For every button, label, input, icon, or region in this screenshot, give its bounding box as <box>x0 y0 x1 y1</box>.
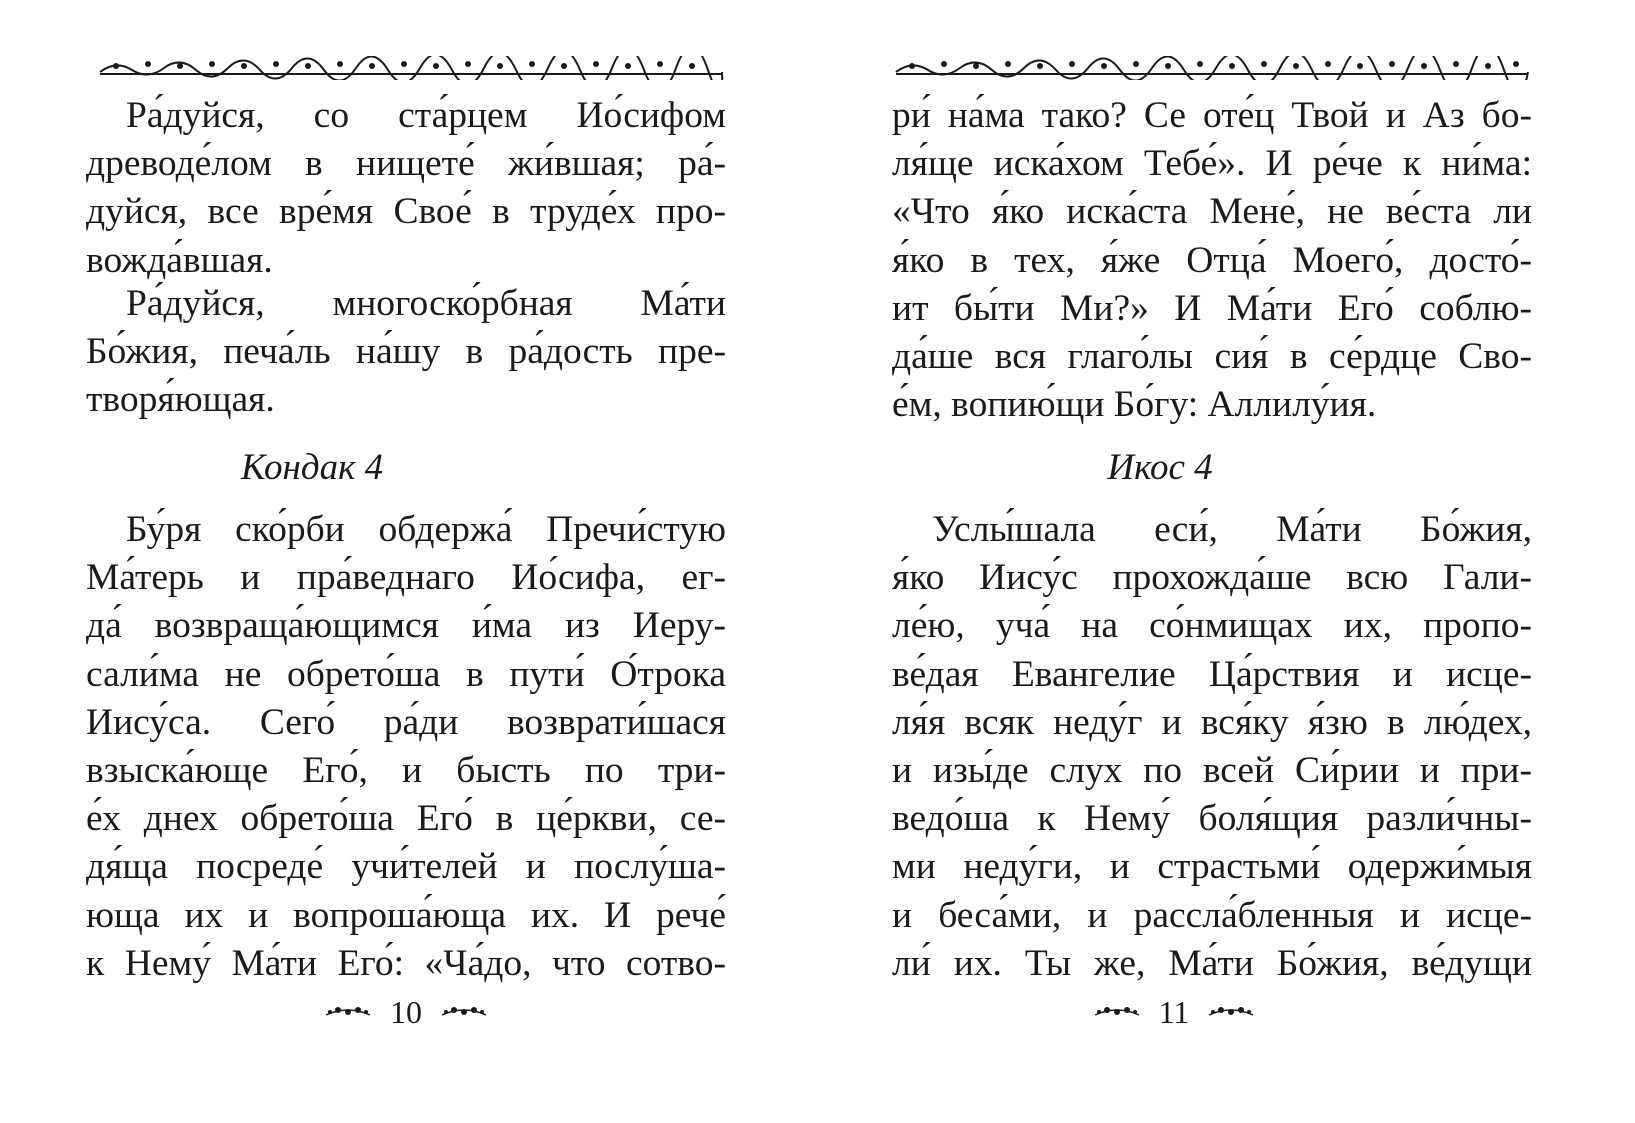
left-paragraph-2 <box>86 280 726 425</box>
text-line: Иису́са. Сего́ ра́ди возврати́шася <box>86 701 726 743</box>
text-line: ведо́ша к Нему́ боля́щия разли́чны- <box>892 798 1532 840</box>
text-line: вожда́вшая. <box>86 239 273 281</box>
text-line: е́х днех обрето́ша Его́ в це́ркви, се- <box>86 798 726 840</box>
text-line: Услы́шала еси́, Ма́ти Бо́жия, <box>932 509 1532 550</box>
text-line: ве́дая Евангелие Ца́рствия и исце- <box>892 653 1532 695</box>
text-line: сали́ма не обрето́ша в пути́ О́трока <box>86 653 726 695</box>
page-number-left <box>86 988 726 1028</box>
text-line: да́ше вся глаго́лы сия́ в се́рдце Сво- <box>892 336 1532 378</box>
left-page <box>86 0 786 1123</box>
text-line: дуйся, все вре́мя Свое́ в труде́х про- <box>86 191 726 233</box>
text-line: Ра́дуйся, со ста́рцем Ио́сифом <box>126 95 726 136</box>
text-line: ми неду́ги, и страстьми́ одержи́мыя <box>892 846 1532 888</box>
folio-flourish-icon <box>1093 1003 1141 1021</box>
folio-flourish-icon <box>324 1003 372 1021</box>
text-line: «Что я́ко иска́ста Мене́, не ве́ста ли <box>892 191 1532 233</box>
folio-flourish-icon <box>1207 1003 1255 1021</box>
text-line: и изы́де слух по всей Си́рии и при- <box>892 750 1532 792</box>
text-line: Бу́ря ско́рби обдержа́ Пречи́стую <box>126 509 726 550</box>
left-paragraph-3 <box>86 506 726 988</box>
text-line: ли́ их. Ты же, Ма́ти Бо́жия, ве́дущи <box>892 942 1532 984</box>
section-heading-ikos: Икос 4 <box>1107 447 1213 488</box>
right-page <box>892 0 1592 1123</box>
text-line: к Нему́ Ма́ти Его́: «Ча́до, что сотво- <box>86 942 726 984</box>
header-ornament-icon <box>892 56 1532 80</box>
text-line: ле́ю, уча́ на со́нмищах их, пропо- <box>892 605 1532 647</box>
text-line: дя́ща посреде́ учи́телей и послу́ша- <box>86 846 726 888</box>
folio-flourish-icon <box>440 1003 488 1021</box>
text-line: я́ко в тех, я́же Отца́ Моего́, досто́- <box>892 239 1532 281</box>
text-line: ля́я всяк неду́г и вся́ку я́зю в лю́дех, <box>892 701 1532 743</box>
text-line: Ма́терь и пра́веднаго Ио́сифа, ег- <box>86 557 726 599</box>
text-line: юща их и вопроша́юща их. И рече́ <box>86 894 726 936</box>
page-number: 11 <box>1158 993 1190 1030</box>
text-line: е́м, вопию́щи Бо́гу: Аллилу́ия. <box>892 384 1377 426</box>
text-line: творя́ющая. <box>86 379 275 421</box>
text-line: взыска́юще Его́, и бысть по три- <box>86 750 726 792</box>
text-line: ит бы́ти Ми?» И Ма́ти Его́ соблю- <box>892 287 1532 329</box>
header-ornament-icon <box>96 56 726 80</box>
page-number-right <box>854 988 1494 1028</box>
text-line: я́ко Иису́с прохожда́ше всю Гали- <box>892 557 1532 599</box>
text-line: Ра́дуйся, многоско́рбная Ма́ти <box>126 283 726 324</box>
right-paragraph-2 <box>892 506 1532 988</box>
text-line: да́ возвраща́ющимся и́ма из Иеру- <box>86 605 726 647</box>
text-line: и беса́ми, и рассла́бленныя и исце- <box>892 894 1532 936</box>
text-line: ри́ на́ма тако? Се оте́ц Твой и Аз бо- <box>892 95 1532 136</box>
page-number: 10 <box>390 993 422 1030</box>
section-heading-kondak: Кондак 4 <box>240 447 384 488</box>
left-paragraph-1 <box>86 92 726 285</box>
text-line: ля́ще иска́хом Тебе́». И ре́че к ни́ма: <box>892 143 1532 185</box>
text-line: древоде́лом в нищете́ жи́вшая; ра́- <box>86 143 726 185</box>
text-line: Бо́жия, печа́ль на́шу в ра́дость пре- <box>86 331 726 373</box>
right-paragraph-1 <box>892 92 1532 429</box>
